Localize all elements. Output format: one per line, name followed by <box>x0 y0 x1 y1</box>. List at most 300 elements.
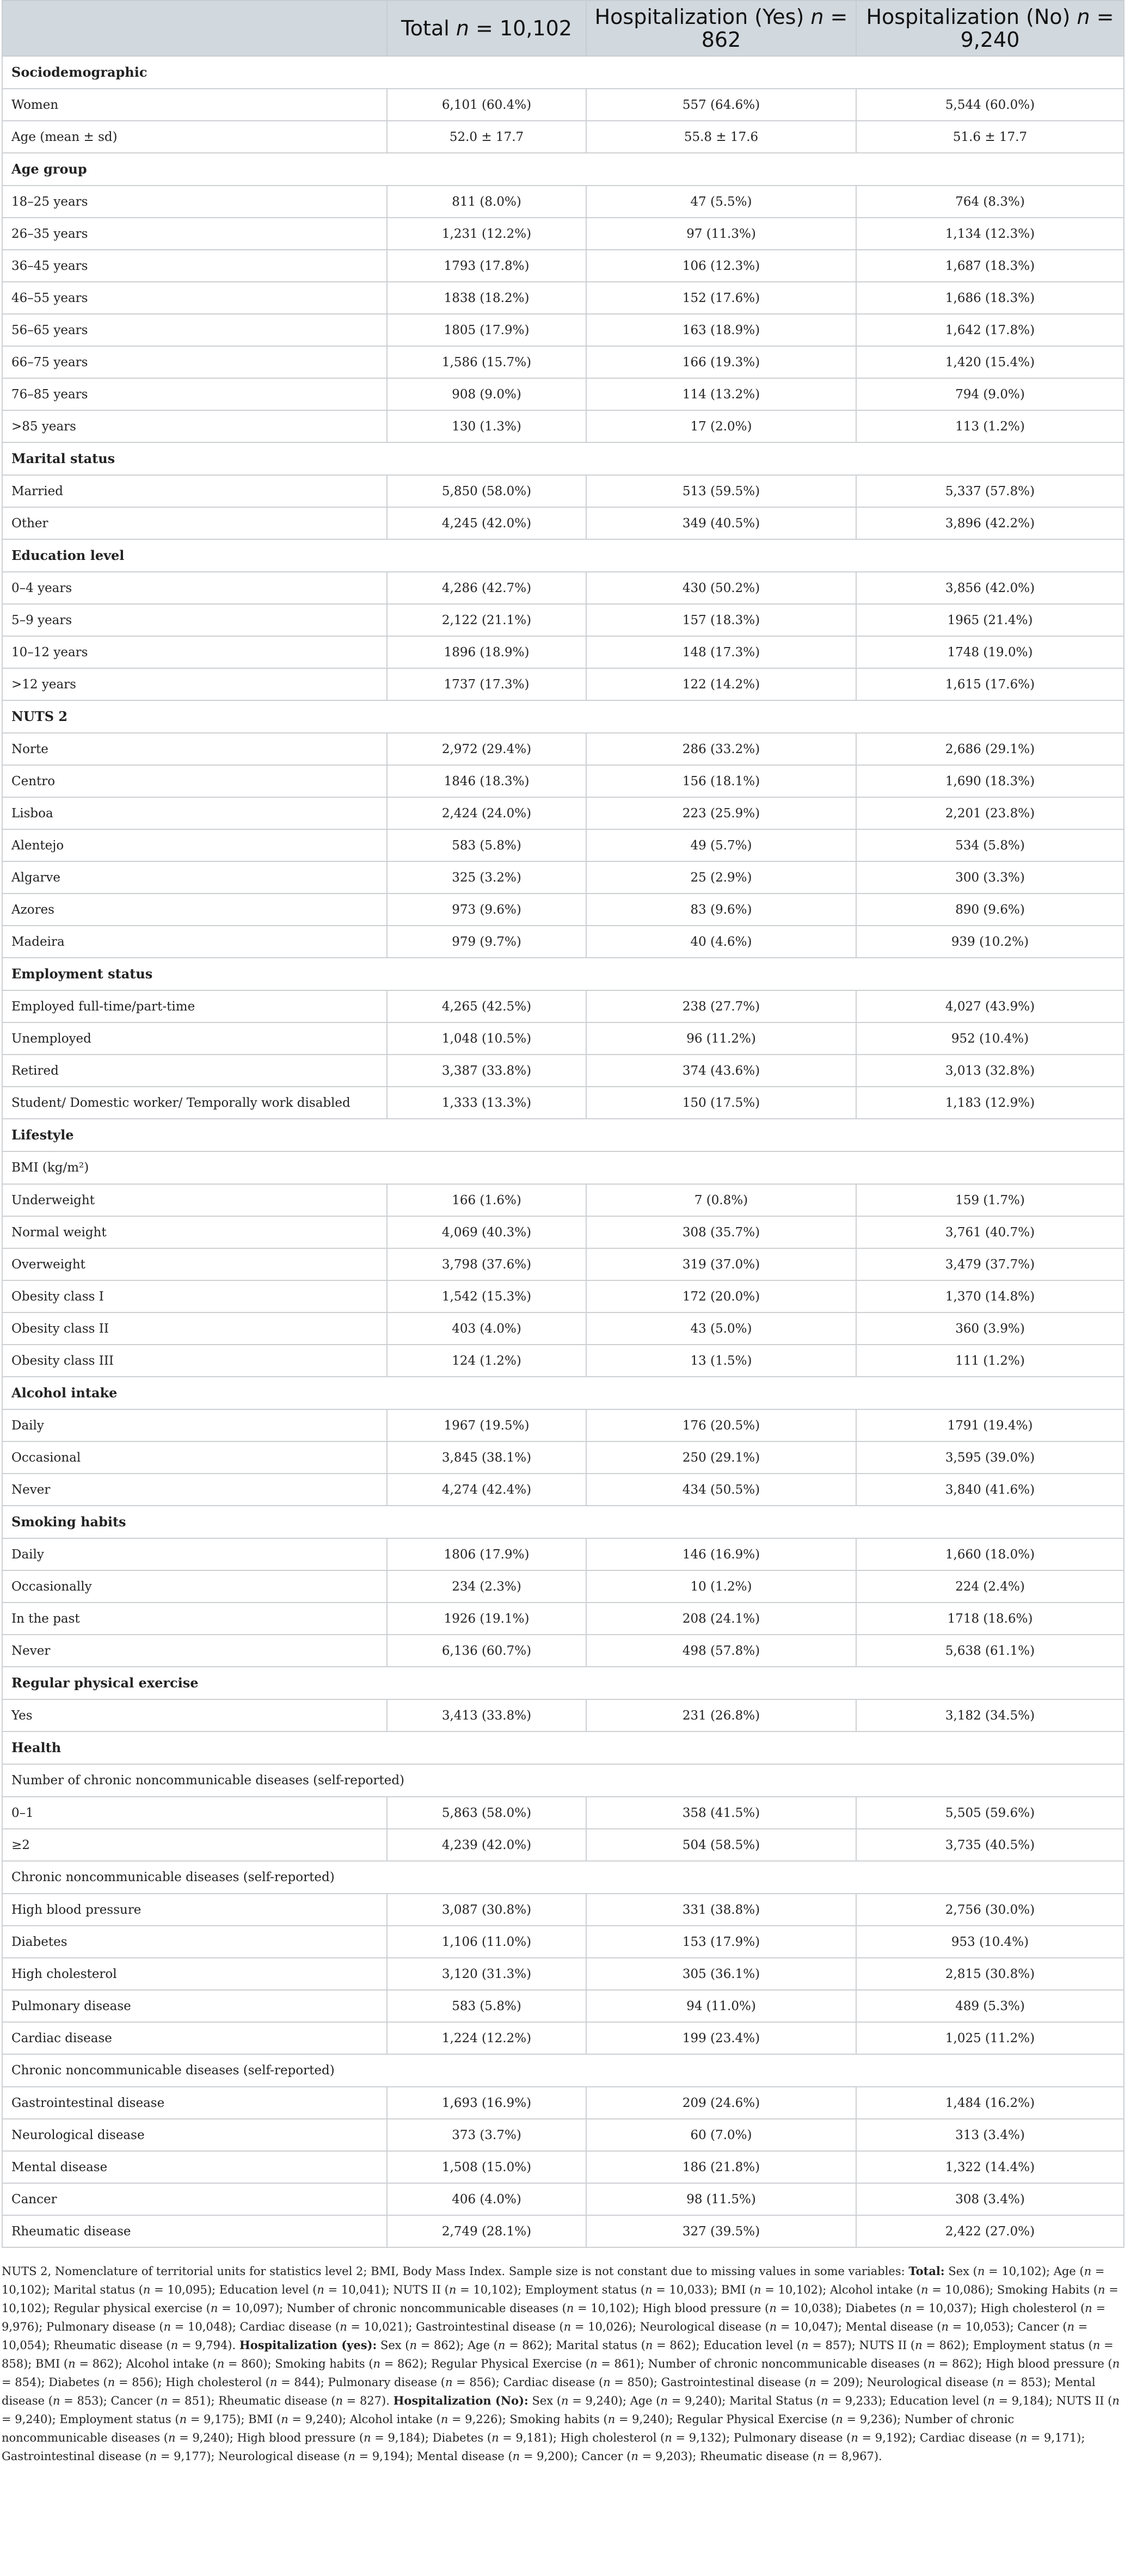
cell-hospitalization-no: 224 (2.4%) <box>856 1570 1124 1603</box>
table-row <box>2 378 1124 410</box>
section-label: NUTS 2 <box>2 700 1124 733</box>
cell-hospitalization-yes: 319 (37.0%) <box>586 1248 856 1280</box>
row-label: >12 years <box>2 668 387 700</box>
cell-total: 1,542 (15.3%) <box>387 1280 586 1312</box>
cell-hospitalization-no: 5,505 (59.6%) <box>856 1797 1124 1829</box>
section-label: Education level <box>2 539 1124 572</box>
table-row <box>2 2119 1124 2151</box>
cell-total: 1,048 (10.5%) <box>387 1022 586 1055</box>
cell-hospitalization-yes: 98 (11.5%) <box>586 2183 856 2215</box>
subsection-label: BMI (kg/m²) <box>2 1151 1124 1184</box>
cell-hospitalization-no: 1718 (18.6%) <box>856 1603 1124 1635</box>
cell-total: 583 (5.8%) <box>387 1990 586 2022</box>
subsection-label: Chronic noncommunicable diseases (self-reported) <box>2 2054 1124 2087</box>
table-row <box>2 797 1124 829</box>
cell-total: 4,069 (40.3%) <box>387 1216 586 1248</box>
section-header-row <box>2 700 1124 733</box>
cell-hospitalization-yes: 10 (1.2%) <box>586 1570 856 1603</box>
cell-hospitalization-no: 1,134 (12.3%) <box>856 218 1124 250</box>
row-label: Rheumatic disease <box>2 2215 387 2247</box>
cell-total: 52.0 ± 17.7 <box>387 121 586 153</box>
table-row <box>2 1635 1124 1667</box>
row-label: 66–75 years <box>2 346 387 378</box>
table-row <box>2 1570 1124 1603</box>
row-label: Gastrointestinal disease <box>2 2087 387 2119</box>
cell-hospitalization-no: 1,322 (14.4%) <box>856 2151 1124 2183</box>
cell-hospitalization-no: 5,337 (57.8%) <box>856 475 1124 507</box>
cell-total: 166 (1.6%) <box>387 1184 586 1216</box>
header-total: Total n = 10,102 <box>387 1 586 56</box>
row-label: Never <box>2 1635 387 1667</box>
cell-hospitalization-no: 1748 (19.0%) <box>856 636 1124 668</box>
cell-hospitalization-yes: 238 (27.7%) <box>586 990 856 1022</box>
row-label: Cancer <box>2 2183 387 2215</box>
cell-hospitalization-yes: 97 (11.3%) <box>586 218 856 250</box>
cell-hospitalization-no: 953 (10.4%) <box>856 1926 1124 1958</box>
cell-hospitalization-yes: 223 (25.9%) <box>586 797 856 829</box>
table-row <box>2 926 1124 958</box>
cell-hospitalization-no: 3,479 (37.7%) <box>856 1248 1124 1280</box>
cell-hospitalization-no: 3,840 (41.6%) <box>856 1474 1124 1506</box>
cell-hospitalization-yes: 231 (26.8%) <box>586 1699 856 1731</box>
row-label: Occasionally <box>2 1570 387 1603</box>
cell-hospitalization-no: 5,544 (60.0%) <box>856 89 1124 121</box>
row-label: Married <box>2 475 387 507</box>
row-label: Algarve <box>2 861 387 893</box>
table-row <box>2 186 1124 218</box>
header-hospitalization-yes: Hospitalization (Yes) n = 862 <box>586 1 856 56</box>
cell-total: 4,239 (42.0%) <box>387 1829 586 1861</box>
cell-total: 234 (2.3%) <box>387 1570 586 1603</box>
cell-hospitalization-no: 3,761 (40.7%) <box>856 1216 1124 1248</box>
row-label: In the past <box>2 1603 387 1635</box>
cell-hospitalization-yes: 43 (5.0%) <box>586 1312 856 1345</box>
cell-hospitalization-yes: 374 (43.6%) <box>586 1055 856 1087</box>
cell-total: 2,972 (29.4%) <box>387 733 586 765</box>
cell-total: 4,245 (42.0%) <box>387 507 586 539</box>
table-row <box>2 1280 1124 1312</box>
table-row <box>2 829 1124 861</box>
table-row <box>2 1087 1124 1119</box>
table-row <box>2 2022 1124 2054</box>
cell-hospitalization-no: 1791 (19.4%) <box>856 1409 1124 1441</box>
cell-hospitalization-no: 1,420 (15.4%) <box>856 346 1124 378</box>
cell-hospitalization-no: 1,690 (18.3%) <box>856 765 1124 797</box>
cell-hospitalization-no: 1,484 (16.2%) <box>856 2087 1124 2119</box>
cell-total: 373 (3.7%) <box>387 2119 586 2151</box>
row-label: 10–12 years <box>2 636 387 668</box>
cell-hospitalization-yes: 17 (2.0%) <box>586 410 856 442</box>
cell-total: 403 (4.0%) <box>387 1312 586 1345</box>
row-label: Obesity class I <box>2 1280 387 1312</box>
row-label: 5–9 years <box>2 604 387 636</box>
cell-hospitalization-no: 300 (3.3%) <box>856 861 1124 893</box>
table-row <box>2 121 1124 153</box>
cell-hospitalization-yes: 172 (20.0%) <box>586 1280 856 1312</box>
cell-hospitalization-yes: 94 (11.0%) <box>586 1990 856 2022</box>
cell-hospitalization-yes: 166 (19.3%) <box>586 346 856 378</box>
cell-hospitalization-yes: 13 (1.5%) <box>586 1345 856 1377</box>
table-row <box>2 2183 1124 2215</box>
row-label: Women <box>2 89 387 121</box>
table-row <box>2 733 1124 765</box>
row-label: Daily <box>2 1409 387 1441</box>
table-row <box>2 1474 1124 1506</box>
table-row <box>2 765 1124 797</box>
row-label: Diabetes <box>2 1926 387 1958</box>
cell-hospitalization-no: 4,027 (43.9%) <box>856 990 1124 1022</box>
cell-hospitalization-yes: 434 (50.5%) <box>586 1474 856 1506</box>
cell-total: 1737 (17.3%) <box>387 668 586 700</box>
row-label: Overweight <box>2 1248 387 1280</box>
cell-hospitalization-no: 313 (3.4%) <box>856 2119 1124 2151</box>
row-label: >85 years <box>2 410 387 442</box>
row-label: 56–65 years <box>2 314 387 346</box>
cell-hospitalization-no: 890 (9.6%) <box>856 893 1124 926</box>
row-label: Obesity class III <box>2 1345 387 1377</box>
cell-hospitalization-no: 113 (1.2%) <box>856 410 1124 442</box>
row-label: Yes <box>2 1699 387 1731</box>
cell-hospitalization-no: 111 (1.2%) <box>856 1345 1124 1377</box>
table-row <box>2 2215 1124 2247</box>
header-row <box>2 1 1124 56</box>
row-label: High cholesterol <box>2 1958 387 1990</box>
cell-hospitalization-yes: 176 (20.5%) <box>586 1409 856 1441</box>
row-label: 18–25 years <box>2 186 387 218</box>
row-label: Madeira <box>2 926 387 958</box>
cell-total: 6,136 (60.7%) <box>387 1635 586 1667</box>
row-label: Mental disease <box>2 2151 387 2183</box>
row-label: 36–45 years <box>2 250 387 282</box>
table-row <box>2 668 1124 700</box>
cell-hospitalization-yes: 186 (21.8%) <box>586 2151 856 2183</box>
footnote-total-text: Sex (n = 10,102); Age (n = 10,102); Marital status (n = 10,095); Education level (n = 10,041); NUTS II (n = 10,102); Employment status (n = 10,033); BMI (n = 10,102); Alcohol intake (n = 10,086); Smoking Habits (n = 10,102); Regular physical exercise (n = 10,097); Number of chronic noncommunicable diseases (n = 10,102); High blood pressure (n = 10,038); Diabetes (n = 10,037); High cholesterol (n = 9,976); Pulmonary disease (n = 10,048); Cardiac disease (n = 10,021); Gastrointestinal disease (n = 10,026); Neurological disease (n = 10,047); Mental disease (n = 10,053); Cancer (n = 10,054); Rheumatic disease (n = 9,794). <box>2 2265 1118 2352</box>
table-row <box>2 1184 1124 1216</box>
row-label: Alentejo <box>2 829 387 861</box>
cell-hospitalization-yes: 55.8 ± 17.6 <box>586 121 856 153</box>
table-row <box>2 1603 1124 1635</box>
footnote-abbreviations: NUTS 2, Nomenclature of territorial units for statistics level 2; BMI, Body Mass Index. Sample size is not constant due to missing values in some variables: <box>2 2265 905 2278</box>
cell-hospitalization-no: 489 (5.3%) <box>856 1990 1124 2022</box>
section-label: Smoking habits <box>2 1506 1124 1538</box>
cell-hospitalization-no: 1,660 (18.0%) <box>856 1538 1124 1570</box>
row-label: Daily <box>2 1538 387 1570</box>
row-label: Pulmonary disease <box>2 1990 387 2022</box>
cell-hospitalization-yes: 331 (38.8%) <box>586 1894 856 1926</box>
table-row <box>2 1055 1124 1087</box>
cell-hospitalization-no: 2,686 (29.1%) <box>856 733 1124 765</box>
row-label: Student/ Domestic worker/ Temporally work disabled <box>2 1087 387 1119</box>
table-row <box>2 1216 1124 1248</box>
cell-total: 325 (3.2%) <box>387 861 586 893</box>
row-label: Normal weight <box>2 1216 387 1248</box>
footnote-no-label: Hospitalization (No): <box>393 2394 528 2407</box>
table-row <box>2 1022 1124 1055</box>
subsection-header-row <box>2 1151 1124 1184</box>
section-header-row <box>2 1377 1124 1409</box>
cell-total: 3,087 (30.8%) <box>387 1894 586 1926</box>
footnote-yes-text: Sex (n = 862); Age (n = 862); Marital status (n = 862); Education level (n = 857); NUTS II (n = 862); Employment status (n = 858); BMI (n = 862); Alcohol intake (n = 860); Smoking habits (n = 862); Regular Physical Exercise (n = 861); Number of chronic noncommunicable diseases (n = 862); High blood pressure (n = 854); Diabetes (n = 856); High cholesterol (n = 844); Pulmonary disease (n = 856); Cardiac disease (n = 850); Gastrointestinal disease (n = 209); Neurological disease (n = 853); Mental disease (n = 853); Cancer (n = 851); Rheumatic disease (n = 827). <box>2 2339 1120 2407</box>
cell-total: 811 (8.0%) <box>387 186 586 218</box>
section-header-row <box>2 958 1124 990</box>
cell-total: 3,120 (31.3%) <box>387 1958 586 1990</box>
cell-hospitalization-no: 3,735 (40.5%) <box>856 1829 1124 1861</box>
cell-total: 1926 (19.1%) <box>387 1603 586 1635</box>
table-row <box>2 346 1124 378</box>
table-row <box>2 604 1124 636</box>
row-label: Azores <box>2 893 387 926</box>
cell-hospitalization-no: 3,182 (34.5%) <box>856 1699 1124 1731</box>
section-label: Employment status <box>2 958 1124 990</box>
cell-total: 1,508 (15.0%) <box>387 2151 586 2183</box>
header-hospitalization-no: Hospitalization (No) n = 9,240 <box>856 1 1124 56</box>
row-label: Unemployed <box>2 1022 387 1055</box>
cell-total: 124 (1.2%) <box>387 1345 586 1377</box>
cell-hospitalization-yes: 208 (24.1%) <box>586 1603 856 1635</box>
row-label: 46–55 years <box>2 282 387 314</box>
cell-hospitalization-yes: 60 (7.0%) <box>586 2119 856 2151</box>
section-label: Sociodemographic <box>2 56 1124 89</box>
row-label: Occasional <box>2 1441 387 1474</box>
row-label: 0–4 years <box>2 572 387 604</box>
cell-total: 4,286 (42.7%) <box>387 572 586 604</box>
cell-hospitalization-no: 2,422 (27.0%) <box>856 2215 1124 2247</box>
cell-total: 1838 (18.2%) <box>387 282 586 314</box>
cell-hospitalization-no: 1,687 (18.3%) <box>856 250 1124 282</box>
cell-hospitalization-no: 308 (3.4%) <box>856 2183 1124 2215</box>
cell-hospitalization-yes: 49 (5.7%) <box>586 829 856 861</box>
table-row <box>2 1958 1124 1990</box>
cell-hospitalization-yes: 430 (50.2%) <box>586 572 856 604</box>
cell-total: 1,224 (12.2%) <box>387 2022 586 2054</box>
table-row <box>2 314 1124 346</box>
cell-hospitalization-yes: 157 (18.3%) <box>586 604 856 636</box>
table-footnote <box>0 2248 1125 2466</box>
cell-total: 4,265 (42.5%) <box>387 990 586 1022</box>
table-row <box>2 410 1124 442</box>
cell-hospitalization-yes: 146 (16.9%) <box>586 1538 856 1570</box>
cell-total: 130 (1.3%) <box>387 410 586 442</box>
footnote-yes-label: Hospitalization (yes): <box>239 2338 377 2352</box>
row-label: ≥2 <box>2 1829 387 1861</box>
row-label: High blood pressure <box>2 1894 387 1926</box>
footnote-total-label: Total: <box>908 2264 945 2278</box>
cell-hospitalization-no: 3,856 (42.0%) <box>856 572 1124 604</box>
cell-hospitalization-yes: 557 (64.6%) <box>586 89 856 121</box>
table-row <box>2 2087 1124 2119</box>
cell-hospitalization-no: 1,686 (18.3%) <box>856 282 1124 314</box>
cell-hospitalization-yes: 153 (17.9%) <box>586 1926 856 1958</box>
cell-hospitalization-yes: 163 (18.9%) <box>586 314 856 346</box>
cell-hospitalization-yes: 349 (40.5%) <box>586 507 856 539</box>
table-row <box>2 1829 1124 1861</box>
table-row <box>2 636 1124 668</box>
cell-total: 1,693 (16.9%) <box>387 2087 586 2119</box>
cell-total: 1,106 (11.0%) <box>387 1926 586 1958</box>
cell-hospitalization-no: 360 (3.9%) <box>856 1312 1124 1345</box>
cell-hospitalization-yes: 40 (4.6%) <box>586 926 856 958</box>
cell-total: 5,850 (58.0%) <box>387 475 586 507</box>
cell-hospitalization-yes: 156 (18.1%) <box>586 765 856 797</box>
cell-hospitalization-no: 2,756 (30.0%) <box>856 1894 1124 1926</box>
cell-total: 3,798 (37.6%) <box>387 1248 586 1280</box>
section-label: Age group <box>2 153 1124 186</box>
cell-total: 3,845 (38.1%) <box>387 1441 586 1474</box>
table-row <box>2 250 1124 282</box>
cell-hospitalization-no: 534 (5.8%) <box>856 829 1124 861</box>
cell-total: 1805 (17.9%) <box>387 314 586 346</box>
cell-hospitalization-no: 939 (10.2%) <box>856 926 1124 958</box>
cell-hospitalization-yes: 47 (5.5%) <box>586 186 856 218</box>
table-row <box>2 893 1124 926</box>
section-label: Marital status <box>2 442 1124 475</box>
cell-hospitalization-no: 1,615 (17.6%) <box>856 668 1124 700</box>
section-header-row <box>2 1731 1124 1764</box>
cell-hospitalization-no: 3,896 (42.2%) <box>856 507 1124 539</box>
cell-total: 1896 (18.9%) <box>387 636 586 668</box>
cell-hospitalization-yes: 114 (13.2%) <box>586 378 856 410</box>
cell-hospitalization-yes: 25 (2.9%) <box>586 861 856 893</box>
cell-hospitalization-no: 51.6 ± 17.7 <box>856 121 1124 153</box>
section-label: Lifestyle <box>2 1119 1124 1151</box>
cell-hospitalization-no: 952 (10.4%) <box>856 1022 1124 1055</box>
cell-hospitalization-yes: 308 (35.7%) <box>586 1216 856 1248</box>
cell-total: 1967 (19.5%) <box>387 1409 586 1441</box>
row-label: Cardiac disease <box>2 2022 387 2054</box>
table-row <box>2 1248 1124 1280</box>
cell-hospitalization-yes: 106 (12.3%) <box>586 250 856 282</box>
cell-hospitalization-yes: 504 (58.5%) <box>586 1829 856 1861</box>
table-row <box>2 507 1124 539</box>
cell-hospitalization-yes: 148 (17.3%) <box>586 636 856 668</box>
row-label: Employed full-time/part-time <box>2 990 387 1022</box>
table-row <box>2 990 1124 1022</box>
cell-total: 5,863 (58.0%) <box>387 1797 586 1829</box>
cell-hospitalization-yes: 7 (0.8%) <box>586 1184 856 1216</box>
table-row <box>2 1926 1124 1958</box>
row-label: 76–85 years <box>2 378 387 410</box>
table-row <box>2 1345 1124 1377</box>
section-header-row <box>2 1667 1124 1699</box>
cell-total: 1,333 (13.3%) <box>387 1087 586 1119</box>
subsection-label: Number of chronic noncommunicable diseases (self-reported) <box>2 1764 1124 1797</box>
cell-total: 1,231 (12.2%) <box>387 218 586 250</box>
cell-total: 2,424 (24.0%) <box>387 797 586 829</box>
cell-hospitalization-no: 159 (1.7%) <box>856 1184 1124 1216</box>
cell-total: 979 (9.7%) <box>387 926 586 958</box>
row-label: Age (mean ± sd) <box>2 121 387 153</box>
cell-hospitalization-yes: 358 (41.5%) <box>586 1797 856 1829</box>
cell-hospitalization-no: 2,815 (30.8%) <box>856 1958 1124 1990</box>
table-row <box>2 89 1124 121</box>
section-header-row <box>2 442 1124 475</box>
section-header-row <box>2 56 1124 89</box>
table-row <box>2 1312 1124 1345</box>
row-label: Neurological disease <box>2 2119 387 2151</box>
table-row <box>2 218 1124 250</box>
cell-total: 2,122 (21.1%) <box>387 604 586 636</box>
cell-hospitalization-no: 1,183 (12.9%) <box>856 1087 1124 1119</box>
cell-total: 1846 (18.3%) <box>387 765 586 797</box>
cell-hospitalization-yes: 150 (17.5%) <box>586 1087 856 1119</box>
header-variable <box>2 1 387 56</box>
table-row <box>2 475 1124 507</box>
table-row <box>2 1409 1124 1441</box>
cell-total: 3,387 (33.8%) <box>387 1055 586 1087</box>
table-row <box>2 572 1124 604</box>
cell-hospitalization-yes: 199 (23.4%) <box>586 2022 856 2054</box>
table-row <box>2 1699 1124 1731</box>
section-header-row <box>2 1506 1124 1538</box>
cell-hospitalization-yes: 513 (59.5%) <box>586 475 856 507</box>
table-row <box>2 1990 1124 2022</box>
section-header-row <box>2 153 1124 186</box>
row-label: Other <box>2 507 387 539</box>
section-header-row <box>2 1119 1124 1151</box>
cell-hospitalization-yes: 122 (14.2%) <box>586 668 856 700</box>
cell-hospitalization-no: 3,013 (32.8%) <box>856 1055 1124 1087</box>
cell-hospitalization-yes: 83 (9.6%) <box>586 893 856 926</box>
footnote-no-text: Sex (n = 9,240); Age (n = 9,240); Marital Status (n = 9,233); Education level (n = 9,184); NUTS II (n = 9,240); Employment status (n = 9,175); BMI (n = 9,240); Alcohol intake (n = 9,226); Smoking habits (n = 9,240); Regular Physical Exercise (n = 9,236); Number of chronic noncommunicable diseases (n = 9,240); High blood pressure (n = 9,184); Diabetes (n = 9,181); High cholesterol (n = 9,132); Pulmonary disease (n = 9,192); Cardiac disease (n = 9,171); Gastrointestinal disease (n = 9,177); Neurological disease (n = 9,194); Mental disease (n = 9,200); Cancer (n = 9,203); Rheumatic disease (n = 8,967). <box>2 2394 1120 2463</box>
characteristics-table <box>2 0 1124 2248</box>
cell-hospitalization-yes: 327 (39.5%) <box>586 2215 856 2247</box>
subsection-label: Chronic noncommunicable diseases (self-reported) <box>2 1861 1124 1894</box>
cell-total: 6,101 (60.4%) <box>387 89 586 121</box>
cell-hospitalization-no: 2,201 (23.8%) <box>856 797 1124 829</box>
subsection-header-row <box>2 2054 1124 2087</box>
table-row <box>2 1538 1124 1570</box>
cell-total: 3,413 (33.8%) <box>387 1699 586 1731</box>
row-label: Lisboa <box>2 797 387 829</box>
cell-hospitalization-no: 5,638 (61.1%) <box>856 1635 1124 1667</box>
section-label: Alcohol intake <box>2 1377 1124 1409</box>
cell-total: 1806 (17.9%) <box>387 1538 586 1570</box>
section-label: Regular physical exercise <box>2 1667 1124 1699</box>
cell-hospitalization-yes: 152 (17.6%) <box>586 282 856 314</box>
cell-hospitalization-no: 1,370 (14.8%) <box>856 1280 1124 1312</box>
row-label: Retired <box>2 1055 387 1087</box>
subsection-header-row <box>2 1764 1124 1797</box>
cell-hospitalization-yes: 209 (24.6%) <box>586 2087 856 2119</box>
cell-hospitalization-no: 794 (9.0%) <box>856 378 1124 410</box>
cell-total: 406 (4.0%) <box>387 2183 586 2215</box>
cell-hospitalization-yes: 305 (36.1%) <box>586 1958 856 1990</box>
cell-total: 4,274 (42.4%) <box>387 1474 586 1506</box>
cell-hospitalization-no: 764 (8.3%) <box>856 186 1124 218</box>
cell-hospitalization-yes: 498 (57.8%) <box>586 1635 856 1667</box>
table-body <box>2 56 1124 2247</box>
row-label: Obesity class II <box>2 1312 387 1345</box>
section-label: Health <box>2 1731 1124 1764</box>
cell-hospitalization-no: 3,595 (39.0%) <box>856 1441 1124 1474</box>
subsection-header-row <box>2 1861 1124 1894</box>
table-row <box>2 1894 1124 1926</box>
cell-hospitalization-yes: 250 (29.1%) <box>586 1441 856 1474</box>
cell-total: 1793 (17.8%) <box>387 250 586 282</box>
table-row <box>2 1441 1124 1474</box>
section-header-row <box>2 539 1124 572</box>
cell-total: 908 (9.0%) <box>387 378 586 410</box>
table-row <box>2 861 1124 893</box>
cell-hospitalization-yes: 96 (11.2%) <box>586 1022 856 1055</box>
table-row <box>2 2151 1124 2183</box>
cell-hospitalization-no: 1,025 (11.2%) <box>856 2022 1124 2054</box>
cell-hospitalization-yes: 286 (33.2%) <box>586 733 856 765</box>
row-label: Norte <box>2 733 387 765</box>
row-label: Never <box>2 1474 387 1506</box>
table-row <box>2 282 1124 314</box>
row-label: Centro <box>2 765 387 797</box>
